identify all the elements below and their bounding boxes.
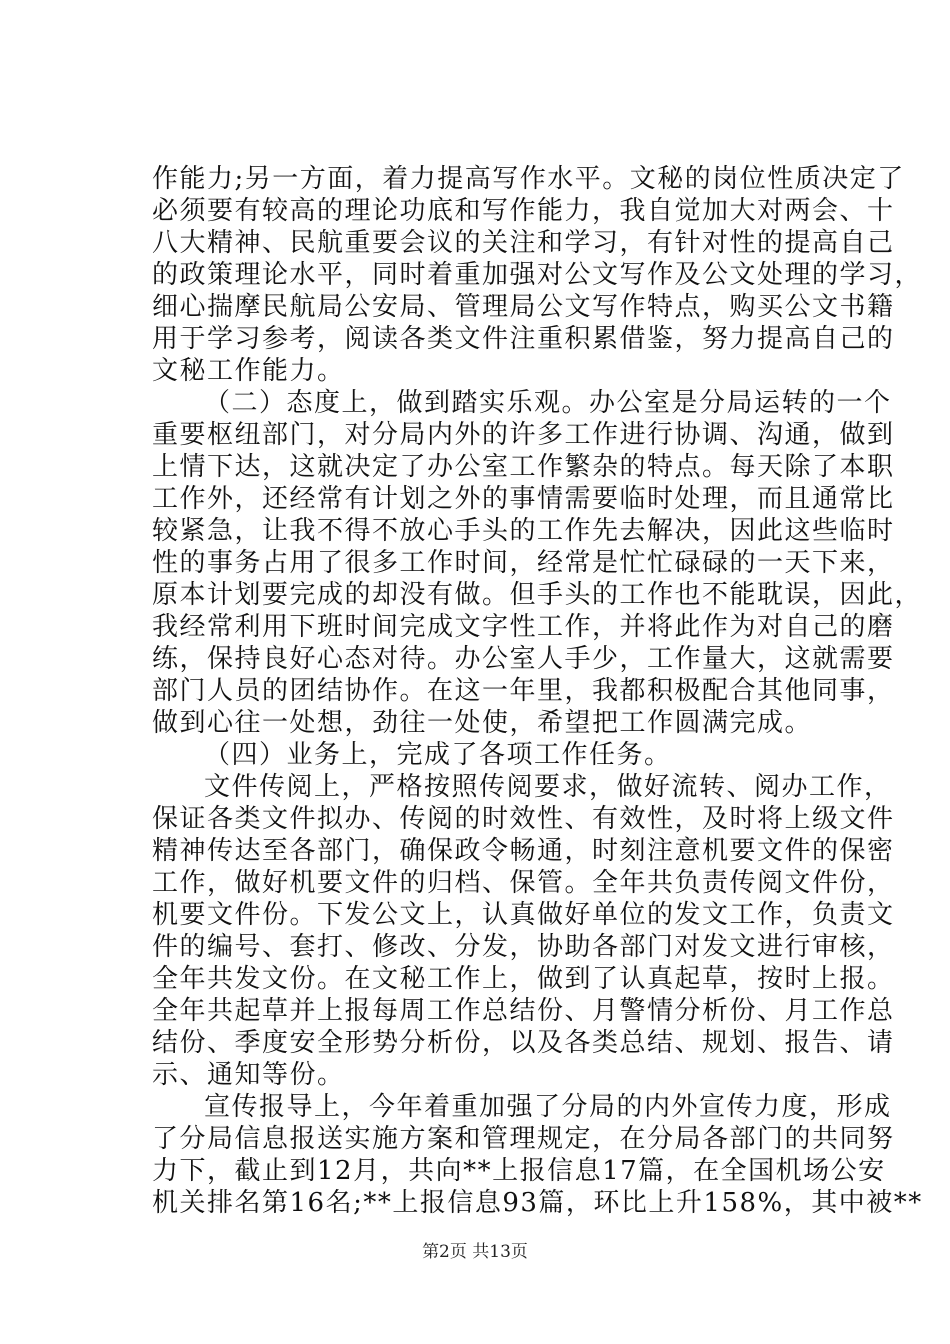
- paragraph-heading: （四）业务上，完成了各项工作任务。: [204, 740, 672, 770]
- page-footer: 第2页 共13页: [422, 1242, 528, 1262]
- text-line: 机要文件份。下发公文上，认真做好单位的发文工作，负责文: [152, 900, 895, 930]
- text-line: 全年共起草并上报每周工作总结份、月警情分析份、月工作总: [152, 996, 895, 1026]
- text-line: 作能力;另一方面，着力提高写作水平。文秘的岗位性质决定了: [152, 164, 905, 194]
- text-line: 我经常利用下班时间完成文字性工作，并将此作为对自己的磨: [152, 612, 895, 642]
- paragraph-start: 宣传报导上，今年着重加强了分局的内外宣传力度，形成: [204, 1092, 892, 1122]
- document-body: [152, 163, 923, 1219]
- text-line: 工作外，还经常有计划之外的事情需要临时处理，而且通常比: [152, 484, 895, 514]
- text-line: 件的编号、套打、修改、分发，协助各部门对发文进行审核，: [152, 932, 895, 962]
- text-line: 练，保持良好心态对待。办公室人手少，工作量大，这就需要: [152, 644, 895, 674]
- text-line: 性的事务占用了很多工作时间，经常是忙忙碌碌的一天下来，: [152, 548, 895, 578]
- text-line: 结份、季度安全形势分析份，以及各类总结、规划、报告、请: [152, 1028, 895, 1058]
- text-line: 了分局信息报送实施方案和管理规定，在分局各部门的共同努: [152, 1124, 895, 1154]
- text-line: 重要枢纽部门，对分局内外的许多工作进行协调、沟通，做到: [152, 420, 895, 450]
- text-line: 力下，截止到12月，共向**上报信息17篇，在全国机场公安: [152, 1156, 886, 1186]
- text-line: 必须要有较高的理论功底和写作能力，我自觉加大对两会、十: [152, 196, 895, 226]
- text-line: 精神传达至各部门，确保政令畅通，时刻注意机要文件的保密: [152, 836, 895, 866]
- text-line: 部门人员的团结协作。在这一年里，我都积极配合其他同事，: [152, 676, 895, 706]
- text-line: 机关排名第16名;**上报信息93篇，环比上升158%，其中被**: [152, 1188, 923, 1218]
- text-line: 做到心往一处想，劲往一处使，希望把工作圆满完成。: [152, 708, 813, 738]
- text-line: 的政策理论水平，同时着重加强对公文写作及公文处理的学习，: [152, 260, 923, 290]
- text-line: 细心揣摩民航局公安局、管理局公文写作特点，购买公文书籍: [152, 292, 895, 322]
- text-line: 原本计划要完成的却没有做。但手头的工作也不能耽误，因此，: [152, 580, 923, 610]
- text-line: 工作，做好机要文件的归档、保管。全年共负责传阅文件份，: [152, 868, 895, 898]
- text-line: 八大精神、民航重要会议的关注和学习，有针对性的提高自己: [152, 228, 895, 258]
- text-line: 示、通知等份。: [152, 1060, 345, 1090]
- text-line: 用于学习参考，阅读各类文件注重积累借鉴，努力提高自己的: [152, 324, 895, 354]
- text-line: 全年共发文份。在文秘工作上，做到了认真起草，按时上报。: [152, 964, 895, 994]
- text-line: 上情下达，这就决定了办公室工作繁杂的特点。每天除了本职: [152, 452, 895, 482]
- paragraph-start: 文件传阅上，严格按照传阅要求，做好流转、阅办工作，: [204, 772, 892, 802]
- paragraph-heading: （二）态度上，做到踏实乐观。办公室是分局运转的一个: [204, 388, 892, 418]
- text-line: 保证各类文件拟办、传阅的时效性、有效性，及时将上级文件: [152, 804, 895, 834]
- text-line: 文秘工作能力。: [152, 356, 345, 386]
- text-line: 较紧急，让我不得不放心手头的工作先去解决，因此这些临时: [152, 516, 895, 546]
